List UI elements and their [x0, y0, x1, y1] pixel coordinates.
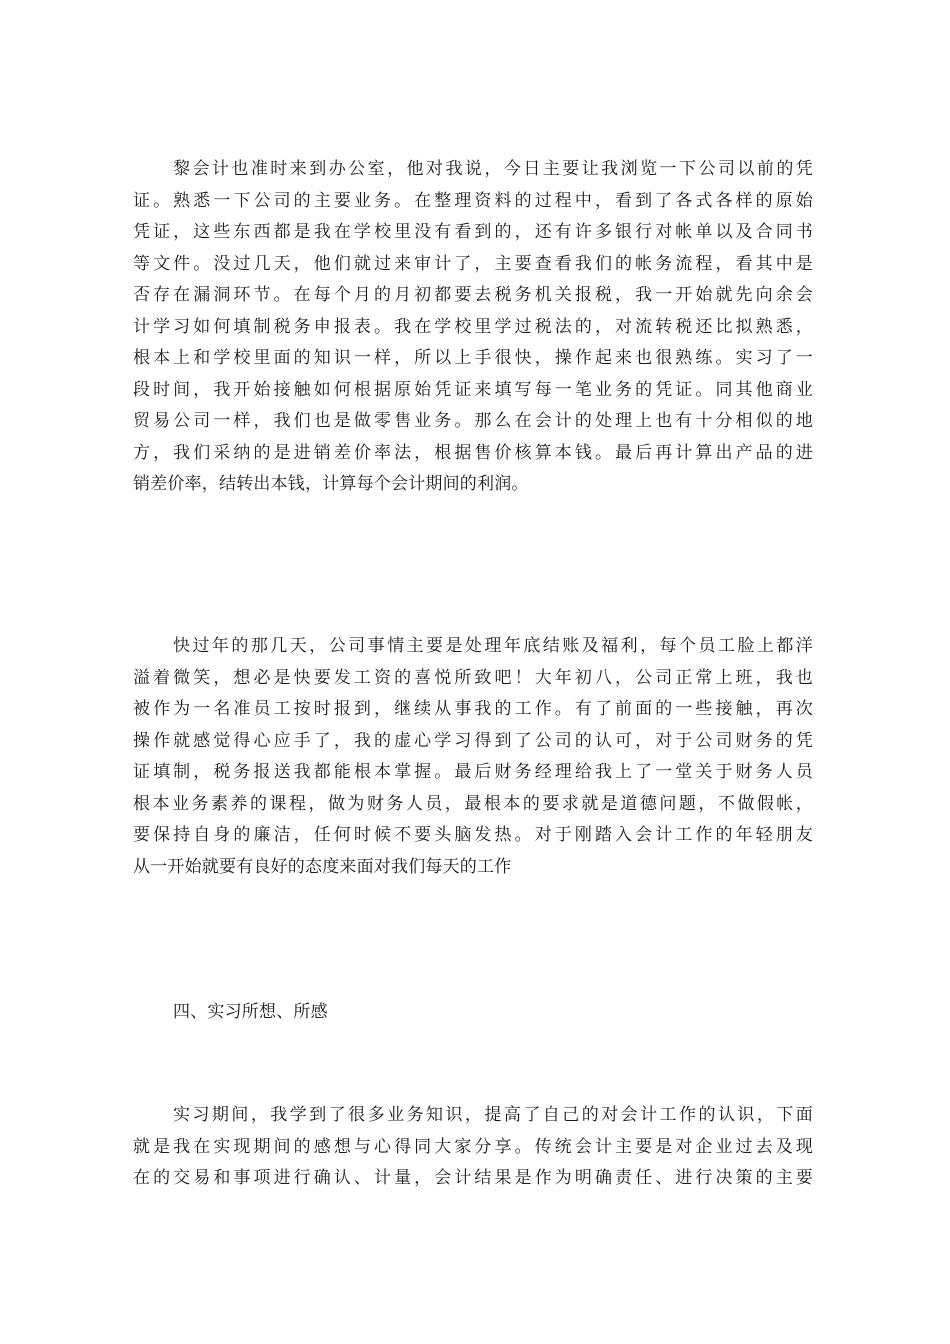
paragraph-2-line: 快过年的那几天，公司事情主要是处理年底结账及福利，每个员工脸上都洋 [173, 636, 813, 656]
paragraph-1-line: 计学习如何填制税务申报表。我在学校里学过税法的，对流转税还比拟熟悉， [133, 316, 813, 337]
paragraph-1-line: 方，我们采纳的是进销差价率法，根据售价核算本钱。最后再计算出产品的进 [133, 442, 813, 463]
paragraph-2 [133, 631, 813, 883]
paragraph-1-line: 销差价率，结转出本钱，计算每个会计期间的利润。 [133, 474, 529, 494]
paragraph-2-line: 从一开始就要有良好的态度来面对我们每天的工作 [133, 856, 512, 877]
paragraph-1-line: 证。熟悉一下公司的主要业务。在整理资料的过程中，看到了各式各样的原始 [133, 190, 813, 211]
section-heading: 四、实习所想、所感 [173, 1002, 328, 1022]
paragraph-2-line: 操作就感觉得心应手了，我的虚心学习得到了公司的认可，对于公司财务的凭 [133, 730, 813, 751]
paragraph-1-line: 黎会计也准时来到办公室，他对我说，今日主要让我浏览一下公司以前的凭 [173, 159, 813, 179]
paragraph-3-line: 在的交易和事项进行确认、计量，会计结果是作为明确责任、进行决策的主要 [133, 1168, 813, 1188]
paragraph-3-line: 实习期间，我学到了很多业务知识，提高了自己的对会计工作的认识，下面 [173, 1105, 813, 1125]
paragraph-2-line: 要保持自身的廉洁，任何时候不要头脑发热。对于刚踏入会计工作的年轻朋友 [133, 825, 813, 845]
paragraph-1-line: 否存在漏洞环节。在每个月的月初都要去税务机关报税，我一开始就先向余会 [133, 285, 813, 305]
paragraph-2-line: 被作为一名准员工按时报到，继续从事我的工作。有了前面的一些接触，再次 [133, 699, 813, 719]
paragraph-1-line: 等文件。没过几天，他们就过来审计了，主要查看我们的帐务流程，看其中是 [133, 253, 813, 274]
paragraph-1-line: 根本上和学校里面的知识一样，所以上手很快，操作起来也很熟练。实习了一 [133, 348, 813, 368]
paragraph-1-line: 贸易公司一样，我们也是做零售业务。那么在会计的处理上也有十分相似的地 [133, 411, 813, 431]
paragraph-2-line: 证填制，税务报送我都能根本掌握。最后财务经理给我上了一堂关于财务人员 [133, 762, 813, 782]
paragraph-2-line: 溢着微笑，想必是快要发工资的喜悦所致吧！大年初八，公司正常上班，我也 [133, 667, 813, 688]
paragraph-1 [133, 154, 813, 501]
paragraph-2-line: 根本业务素养的课程，做为财务人员，最根本的要求就是道德问题，不做假帐， [133, 793, 813, 814]
paragraph-1-line: 凭证，这些东西都是我在学校里没有看到的，还有许多银行对帐单以及合同书 [133, 222, 813, 242]
paragraph-3-line: 就是我在实现期间的感想与心得同大家分享。传统会计主要是对企业过去及现 [133, 1136, 813, 1157]
paragraph-3 [133, 1100, 813, 1195]
paragraph-1-line: 段时间，我开始接触如何根据原始凭证来填写每一笔业务的凭证。同其他商业 [133, 379, 813, 400]
